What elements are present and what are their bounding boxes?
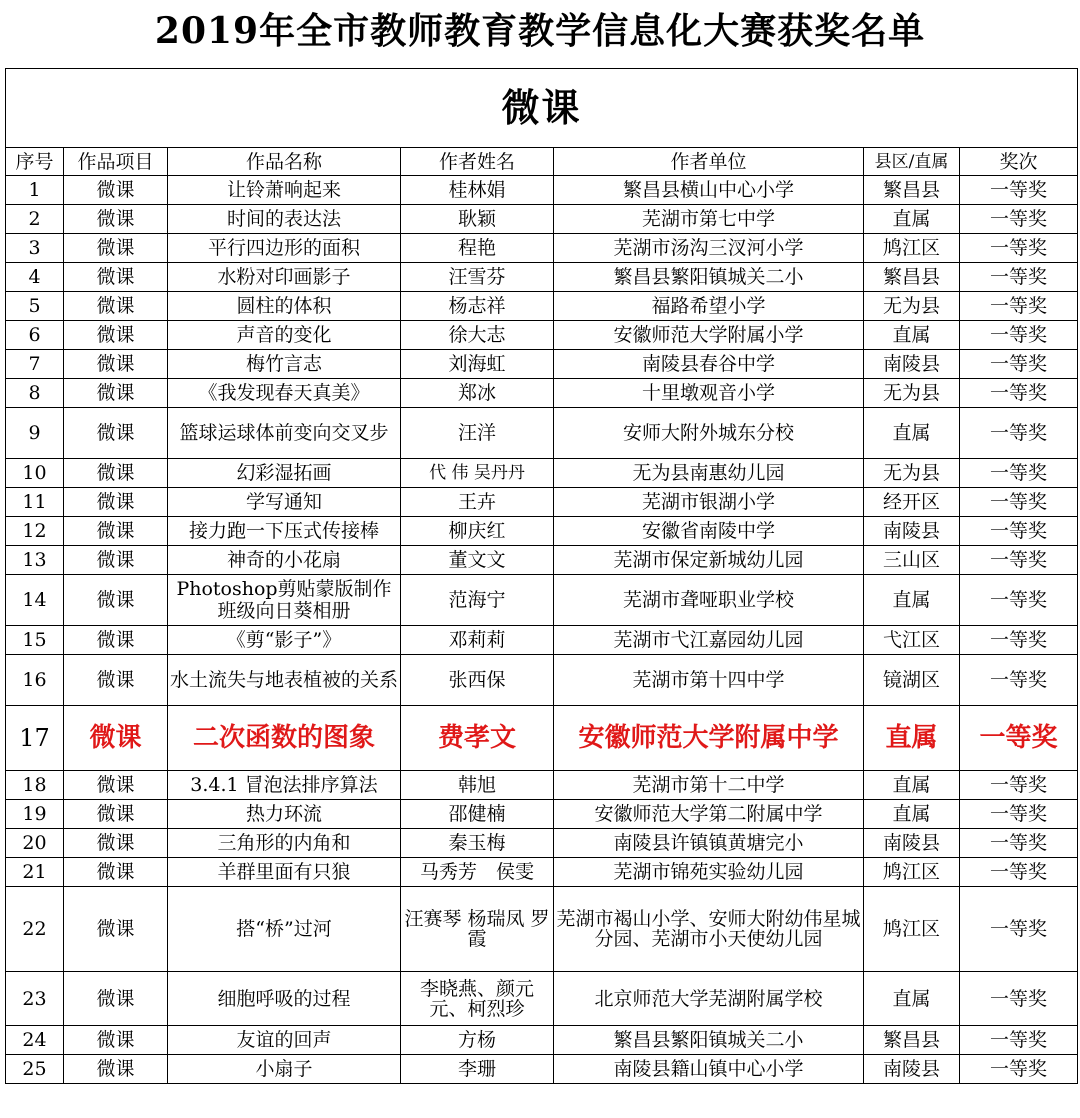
cell-author: 郑冰: [401, 379, 554, 408]
table-row: [6, 350, 1078, 379]
cell-project: 微课: [64, 517, 168, 546]
cell-work: 二次函数的图象: [168, 706, 401, 771]
cell-unit: 南陵县籍山镇中心小学: [554, 1055, 864, 1084]
table-row: [6, 829, 1078, 858]
cell-district: 南陵县: [864, 829, 960, 858]
cell-no: 24: [6, 1026, 64, 1055]
cell-unit: 无为县南惠幼儿园: [554, 459, 864, 488]
table-header-row: [6, 148, 1078, 176]
cell-district: 南陵县: [864, 1055, 960, 1084]
cell-district: 直属: [864, 321, 960, 350]
cell-award: 一等奖: [960, 459, 1078, 488]
cell-work: 友谊的回声: [168, 1026, 401, 1055]
cell-work: 篮球运球体前变向交叉步: [168, 408, 401, 459]
cell-work: 平行四边形的面积: [168, 234, 401, 263]
cell-work: 让铃萧响起来: [168, 176, 401, 205]
cell-work: 学写通知: [168, 488, 401, 517]
cell-award: 一等奖: [960, 1055, 1078, 1084]
cell-unit: 芜湖市第十二中学: [554, 771, 864, 800]
cell-no: 7: [6, 350, 64, 379]
cell-author: 汪洋: [401, 408, 554, 459]
cell-author: 汪雪芬: [401, 263, 554, 292]
cell-project: 微课: [64, 626, 168, 655]
cell-author: 桂林娟: [401, 176, 554, 205]
cell-no: 15: [6, 626, 64, 655]
cell-unit: 安徽省南陵中学: [554, 517, 864, 546]
cell-work: 三角形的内角和: [168, 829, 401, 858]
cell-no: 10: [6, 459, 64, 488]
cell-author: 耿颖: [401, 205, 554, 234]
table-row: [6, 379, 1078, 408]
table-row: [6, 459, 1078, 488]
cell-district: 直属: [864, 205, 960, 234]
table-row: [6, 263, 1078, 292]
table-row: [6, 234, 1078, 263]
cell-no: 16: [6, 655, 64, 706]
cell-no: 14: [6, 575, 64, 626]
cell-work: 《我发现春天真美》: [168, 379, 401, 408]
cell-award: 一等奖: [960, 488, 1078, 517]
cell-no: 3: [6, 234, 64, 263]
cell-work: 梅竹言志: [168, 350, 401, 379]
cell-district: 直属: [864, 706, 960, 771]
cell-award: 一等奖: [960, 626, 1078, 655]
page-title: 2019年全市教师教育教学信息化大赛获奖名单: [154, 10, 926, 52]
table-row: [6, 546, 1078, 575]
cell-project: 微课: [64, 379, 168, 408]
cell-district: 弋江区: [864, 626, 960, 655]
cell-project: 微课: [64, 858, 168, 887]
cell-project: 微课: [64, 408, 168, 459]
cell-award: 一等奖: [960, 771, 1078, 800]
cell-work: 3.4.1 冒泡法排序算法: [168, 771, 401, 800]
cell-district: 直属: [864, 771, 960, 800]
cell-author: 马秀芳 侯雯: [401, 858, 554, 887]
cell-award: 一等奖: [960, 234, 1078, 263]
header-award: 奖次: [960, 148, 1078, 176]
table-row: [6, 1026, 1078, 1055]
cell-author: 秦玉梅: [401, 829, 554, 858]
cell-work: 声音的变化: [168, 321, 401, 350]
cell-author: 王卉: [401, 488, 554, 517]
cell-unit: 安徽师范大学附属小学: [554, 321, 864, 350]
cell-award: 一等奖: [960, 546, 1078, 575]
cell-no: 13: [6, 546, 64, 575]
table-row: [6, 488, 1078, 517]
cell-no: 5: [6, 292, 64, 321]
cell-award: 一等奖: [960, 706, 1078, 771]
cell-author: 汪赛琴 杨瑞凤 罗霞: [401, 887, 554, 972]
cell-unit: 十里墩观音小学: [554, 379, 864, 408]
cell-unit: 北京师范大学芜湖附属学校: [554, 972, 864, 1026]
cell-project: 微课: [64, 887, 168, 972]
cell-no: 11: [6, 488, 64, 517]
cell-author: 范海宁: [401, 575, 554, 626]
cell-no: 19: [6, 800, 64, 829]
award-table: [5, 68, 1078, 1084]
cell-award: 一等奖: [960, 379, 1078, 408]
cell-no: 21: [6, 858, 64, 887]
cell-award: 一等奖: [960, 263, 1078, 292]
header-unit: 作者单位: [554, 148, 864, 176]
cell-unit: 繁昌县繁阳镇城关二小: [554, 263, 864, 292]
cell-no: 25: [6, 1055, 64, 1084]
table-row: [6, 321, 1078, 350]
cell-work: 接力跑一下压式传接棒: [168, 517, 401, 546]
cell-author: 程艳: [401, 234, 554, 263]
cell-work: 搭“桥”过河: [168, 887, 401, 972]
cell-no: 17: [6, 706, 64, 771]
header-project: 作品项目: [64, 148, 168, 176]
cell-district: 鸠江区: [864, 858, 960, 887]
cell-unit: 安徽师范大学附属中学: [554, 706, 864, 771]
cell-project: 微课: [64, 655, 168, 706]
cell-award: 一等奖: [960, 1026, 1078, 1055]
cell-author: 董文文: [401, 546, 554, 575]
header-author: 作者姓名: [401, 148, 554, 176]
cell-district: 鸠江区: [864, 234, 960, 263]
cell-unit: 南陵县许镇镇黄塘完小: [554, 829, 864, 858]
cell-unit: 芜湖市银湖小学: [554, 488, 864, 517]
cell-no: 1: [6, 176, 64, 205]
table-row: [6, 205, 1078, 234]
cell-project: 微课: [64, 800, 168, 829]
table-row: [6, 517, 1078, 546]
cell-district: 无为县: [864, 379, 960, 408]
cell-author: 代 伟 吴丹丹: [401, 459, 554, 488]
cell-district: 直属: [864, 408, 960, 459]
cell-project: 微课: [64, 459, 168, 488]
cell-award: 一等奖: [960, 408, 1078, 459]
cell-project: 微课: [64, 350, 168, 379]
cell-no: 6: [6, 321, 64, 350]
cell-district: 繁昌县: [864, 176, 960, 205]
table-row: [6, 408, 1078, 459]
cell-award: 一等奖: [960, 321, 1078, 350]
cell-author: 徐大志: [401, 321, 554, 350]
cell-work: 细胞呼吸的过程: [168, 972, 401, 1026]
cell-unit: 安师大附外城东分校: [554, 408, 864, 459]
table-row: [6, 800, 1078, 829]
cell-award: 一等奖: [960, 887, 1078, 972]
cell-work: 幻彩湿拓画: [168, 459, 401, 488]
cell-project: 微课: [64, 488, 168, 517]
cell-no: 12: [6, 517, 64, 546]
header-work: 作品名称: [168, 148, 401, 176]
cell-author: 杨志祥: [401, 292, 554, 321]
cell-project: 微课: [64, 1026, 168, 1055]
cell-work: 时间的表达法: [168, 205, 401, 234]
cell-unit: 安徽师范大学第二附属中学: [554, 800, 864, 829]
header-district: 县区/直属: [864, 148, 960, 176]
table-row: [6, 706, 1078, 771]
cell-unit: 芜湖市褐山小学、安师大附幼伟星城分园、芜湖市小天使幼儿园: [554, 887, 864, 972]
cell-author: 方杨: [401, 1026, 554, 1055]
cell-district: 南陵县: [864, 517, 960, 546]
cell-project: 微课: [64, 176, 168, 205]
cell-unit: 芜湖市锦苑实验幼儿园: [554, 858, 864, 887]
cell-unit: 芜湖市汤沟三汊河小学: [554, 234, 864, 263]
cell-district: 无为县: [864, 459, 960, 488]
cell-project: 微课: [64, 263, 168, 292]
cell-no: 2: [6, 205, 64, 234]
cell-project: 微课: [64, 321, 168, 350]
cell-award: 一等奖: [960, 350, 1078, 379]
cell-project: 微课: [64, 205, 168, 234]
cell-unit: 芜湖市弋江嘉园幼儿园: [554, 626, 864, 655]
cell-award: 一等奖: [960, 575, 1078, 626]
cell-project: 微课: [64, 771, 168, 800]
cell-project: 微课: [64, 706, 168, 771]
cell-district: 鸠江区: [864, 887, 960, 972]
cell-district: 直属: [864, 575, 960, 626]
cell-district: 经开区: [864, 488, 960, 517]
table-row: [6, 626, 1078, 655]
cell-work: 《剪“影子”》: [168, 626, 401, 655]
cell-author: 李晓燕、颜元元、柯烈珍: [401, 972, 554, 1026]
cell-unit: 繁昌县横山中心小学: [554, 176, 864, 205]
cell-project: 微课: [64, 234, 168, 263]
cell-author: 柳庆红: [401, 517, 554, 546]
cell-author: 刘海虹: [401, 350, 554, 379]
cell-author: 邵健楠: [401, 800, 554, 829]
cell-no: 23: [6, 972, 64, 1026]
table-row: [6, 655, 1078, 706]
table-row: [6, 176, 1078, 205]
cell-award: 一等奖: [960, 292, 1078, 321]
cell-unit: 芜湖市保定新城幼儿园: [554, 546, 864, 575]
cell-author: 李珊: [401, 1055, 554, 1084]
cell-author: 韩旭: [401, 771, 554, 800]
cell-district: 直属: [864, 800, 960, 829]
cell-district: 繁昌县: [864, 263, 960, 292]
cell-unit: 繁昌县繁阳镇城关二小: [554, 1026, 864, 1055]
cell-no: 22: [6, 887, 64, 972]
cell-project: 微课: [64, 1055, 168, 1084]
table-row: [6, 575, 1078, 626]
table-row: [6, 972, 1078, 1026]
cell-unit: 芜湖市第十四中学: [554, 655, 864, 706]
cell-unit: 芜湖市第七中学: [554, 205, 864, 234]
cell-work: 小扇子: [168, 1055, 401, 1084]
table-row: [6, 1055, 1078, 1084]
cell-district: 南陵县: [864, 350, 960, 379]
cell-award: 一等奖: [960, 829, 1078, 858]
cell-author: 费孝文: [401, 706, 554, 771]
cell-work: 水土流失与地表植被的关系: [168, 655, 401, 706]
cell-no: 18: [6, 771, 64, 800]
cell-no: 9: [6, 408, 64, 459]
header-no: 序号: [6, 148, 64, 176]
cell-award: 一等奖: [960, 176, 1078, 205]
cell-author: 张西保: [401, 655, 554, 706]
cell-district: 镜湖区: [864, 655, 960, 706]
cell-work: 羊群里面有只狼: [168, 858, 401, 887]
cell-district: 繁昌县: [864, 1026, 960, 1055]
cell-award: 一等奖: [960, 517, 1078, 546]
cell-project: 微课: [64, 972, 168, 1026]
table-row: [6, 858, 1078, 887]
cell-district: 直属: [864, 972, 960, 1026]
cell-work: 水粉对印画影子: [168, 263, 401, 292]
cell-author: 邓莉莉: [401, 626, 554, 655]
cell-award: 一等奖: [960, 858, 1078, 887]
section-title: 微课: [6, 69, 1078, 148]
cell-unit: 南陵县春谷中学: [554, 350, 864, 379]
cell-award: 一等奖: [960, 800, 1078, 829]
cell-work: Photoshop剪贴蒙版制作班级向日葵相册: [168, 575, 401, 626]
cell-no: 4: [6, 263, 64, 292]
cell-work: 热力环流: [168, 800, 401, 829]
cell-district: 三山区: [864, 546, 960, 575]
cell-work: 神奇的小花扇: [168, 546, 401, 575]
cell-unit: 福路希望小学: [554, 292, 864, 321]
cell-no: 20: [6, 829, 64, 858]
cell-work: 圆柱的体积: [168, 292, 401, 321]
cell-project: 微课: [64, 292, 168, 321]
table-row: [6, 292, 1078, 321]
cell-project: 微课: [64, 546, 168, 575]
cell-award: 一等奖: [960, 972, 1078, 1026]
cell-project: 微课: [64, 829, 168, 858]
table-row: [6, 887, 1078, 972]
cell-project: 微课: [64, 575, 168, 626]
cell-district: 无为县: [864, 292, 960, 321]
cell-no: 8: [6, 379, 64, 408]
cell-unit: 芜湖市聋哑职业学校: [554, 575, 864, 626]
cell-award: 一等奖: [960, 205, 1078, 234]
cell-award: 一等奖: [960, 655, 1078, 706]
table-row: [6, 771, 1078, 800]
